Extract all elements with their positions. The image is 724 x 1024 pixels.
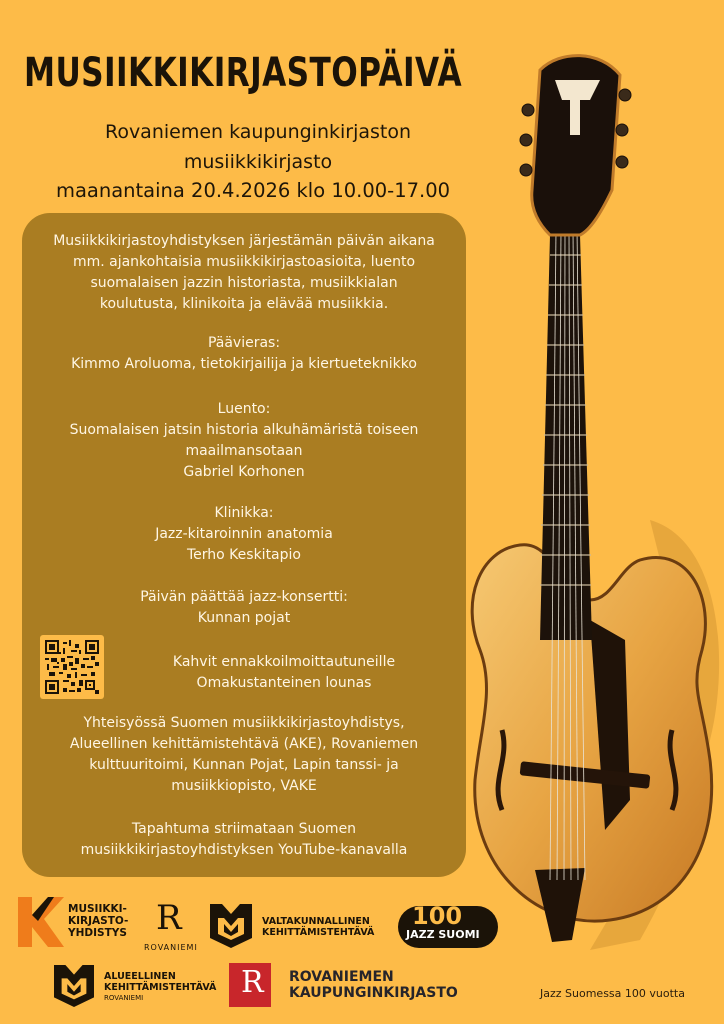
musiikkikirjastoyhdistys-logo <box>18 897 136 947</box>
intro-line: koulutusta, klinikoita ja elävää musiikkia. <box>99 296 389 312</box>
concert-heading: Päivän päättää jazz-konsertti: <box>140 589 348 605</box>
jazz-guitar-illustration <box>440 40 724 970</box>
rovaniemi-city-logo <box>142 898 204 958</box>
vake-emblem-icon <box>210 904 252 948</box>
library-text-line: KAUPUNGINKIRJASTO <box>289 985 458 1001</box>
stream-section <box>22 819 466 861</box>
lecture-heading: Luento: <box>217 401 271 417</box>
library-text-line: ROVANIEMEN <box>289 969 394 985</box>
ake-logo <box>54 965 224 1007</box>
subtitle-line-1: Rovaniemen kaupunginkirjaston <box>104 121 412 143</box>
program-panel <box>22 213 466 877</box>
rovaniemi-logo-text: ROVANIEMI <box>144 943 198 952</box>
intro-text <box>22 231 466 315</box>
jazz-suomi-100-logo <box>398 902 498 948</box>
concert-band: Kunnan pojat <box>197 610 291 626</box>
rovaniemi-library-logo <box>229 963 469 1007</box>
clinic-section <box>22 503 466 566</box>
partners-line: Alueellinen kehittämistehtävä (AKE), Rovaniemen <box>69 736 419 752</box>
ake-emblem-icon <box>54 965 94 1007</box>
jazz-suomi-text: JAZZ SUOMI <box>406 928 480 941</box>
clinic-topic: Jazz-kitaroinnin anatomia <box>155 526 333 542</box>
vake-text-line: KEHITTÄMISTEHTÄVÄ <box>262 927 375 938</box>
mky-emblem-icon <box>18 897 64 947</box>
lecture-line: Suomalaisen jatsin historia alkuhämäristä toiseen <box>69 422 419 438</box>
intro-line: Musiikkikirjastoyhdistyksen järjestämän päivän aikana <box>53 233 435 249</box>
stream-line: Tapahtuma striimataan Suomen <box>131 821 357 837</box>
poster-title: MUSIIKKIKIRJASTOPÄIVÄ <box>24 50 463 96</box>
footer-note: Jazz Suomessa 100 vuotta <box>540 987 685 1000</box>
mky-text-line: KIRJASTO- <box>68 915 129 927</box>
vake-text-line: VALTAKUNNALLINEN <box>262 916 370 927</box>
clinic-heading: Klinikka: <box>214 505 274 521</box>
jazz-100-number: 100 <box>412 902 463 930</box>
concert-section <box>22 587 466 629</box>
guest-heading: Päävieras: <box>207 335 281 351</box>
subtitle-line-2: musiikkikirjasto <box>183 151 333 173</box>
ake-text-line: KEHITTÄMISTEHTÄVÄ <box>104 982 217 993</box>
partners-line: kulttuuritoimi, Kunnan Pojat, Lapin tanssi- ja <box>89 757 399 773</box>
partners-line: Yhteisyössä Suomen musiikkikirjastoyhdistys, <box>83 715 405 731</box>
food-line: Omakustanteinen lounas <box>196 675 372 691</box>
vake-logo <box>210 904 400 948</box>
ake-text-line: ALUEELLINEN <box>104 971 176 982</box>
library-r-emblem-icon: R <box>229 963 271 1007</box>
ake-text-line-small: ROVANIEMI <box>104 994 144 1002</box>
guest-name: Kimmo Aroluoma, tietokirjailija ja kiertueteknikko <box>71 356 417 372</box>
rovaniemi-r-emblem-icon: R <box>156 898 182 938</box>
guest-section <box>22 333 466 375</box>
food-line: Kahvit ennakkoilmoittautuneille <box>172 654 396 670</box>
mky-text-line: YHDISTYS <box>68 927 127 939</box>
partners-section <box>22 713 466 797</box>
mky-text-line: MUSIIKKI- <box>68 903 127 915</box>
lecturer-name: Gabriel Korhonen <box>183 464 305 480</box>
lecture-section <box>22 399 466 483</box>
lecture-line: maailmansotaan <box>185 443 303 459</box>
intro-line: mm. ajankohtaisia musiikkikirjastoasioita, luento <box>72 254 416 270</box>
intro-line: suomalaisen jazzin historiasta, musiikkialan <box>90 275 398 291</box>
stream-line: musiikkikirjastoyhdistyksen YouTube-kanavalla <box>80 842 408 858</box>
clinic-host: Terho Keskitapio <box>187 547 301 563</box>
event-date-time: maanantaina 20.4.2026 klo 10.00-17.00 <box>55 179 451 202</box>
partners-line: musiikkiopisto, VAKE <box>171 778 317 794</box>
